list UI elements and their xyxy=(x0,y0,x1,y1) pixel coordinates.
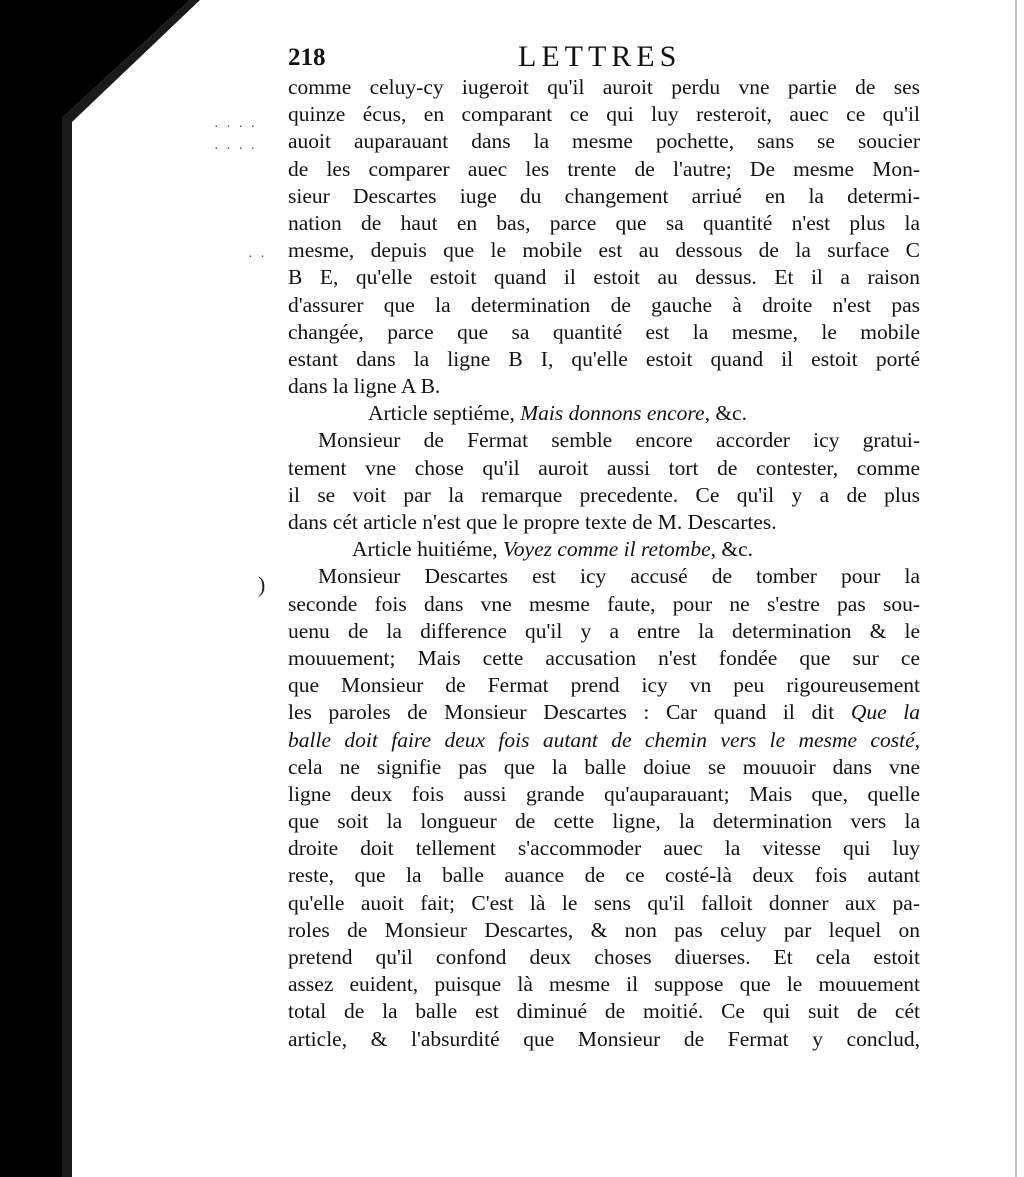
text-line: uenu de la difference qu'il y a entre la determination & le xyxy=(288,618,920,643)
text-line: ligne deux fois aussi grande qu'auparauant; Mais que, quelle xyxy=(288,781,920,806)
article-heading xyxy=(288,536,920,563)
text-line: assez euident, puisque là mesme il suppose que le mouuement xyxy=(288,972,920,997)
text-line: changée, parce que sa quantité est la mesme, le mobile xyxy=(288,319,920,344)
text-line: sieur Descartes iuge du changement arriué en la determi- xyxy=(288,183,920,208)
text-line: que soit la longueur de cette ligne, la determination vers la xyxy=(288,809,920,834)
text-line: pretend qu'il confond deux choses diuerses. Et cela estoit xyxy=(288,945,920,969)
text-line: Monsieur de Fermat semble encore accorder icy gratui- xyxy=(318,428,920,453)
running-title: LETTRES xyxy=(518,40,682,73)
article-heading xyxy=(288,400,920,427)
text-line: droite doit tellement s'accommoder auec la vitesse qui luy xyxy=(288,836,920,861)
text-span: les paroles de Monsieur Descartes : Car quand il dit xyxy=(288,700,835,725)
margin-mark: · · · · xyxy=(214,142,258,157)
text-line: de les comparer auec les trente de l'autre; De mesme Mon- xyxy=(288,156,920,181)
text-line xyxy=(288,699,920,726)
article-tail: , &c. xyxy=(704,401,747,426)
margin-mark: ) xyxy=(258,572,268,597)
page-number: 218 xyxy=(288,44,326,71)
text-line: d'assurer que la determination de gauche à droite n'est pas xyxy=(288,292,920,317)
page-header xyxy=(288,40,748,74)
text-line: cela ne signifie pas que la balle doiue se mouuoir dans vne xyxy=(288,754,920,779)
text-line: estant dans la ligne B I, qu'elle estoit quand il estoit porté xyxy=(288,346,920,371)
text-line: reste, que la balle auance de ce costé-là deux fois autant xyxy=(288,863,920,888)
article-label: Article huitiéme, xyxy=(352,537,498,562)
article-quote: Mais donnons encore xyxy=(520,401,705,426)
text-line: il se voit par la remarque precedente. Ce qu'il y a de plus xyxy=(288,482,920,507)
text-line: article, & l'absurdité que Monsieur de Fermat y conclud, xyxy=(288,1026,920,1051)
margin-mark: · · xyxy=(248,250,267,265)
text-line: total de la balle est diminué de moitié. Ce qui suit de cét xyxy=(288,999,920,1024)
text-line: qu'elle auoit fait; C'est là le sens qu'il falloit donner aux pa- xyxy=(288,890,920,915)
body-text xyxy=(288,74,920,1053)
text-line: dans cét article n'est que le propre texte de M. Descartes. xyxy=(288,510,777,534)
article-label: Article septiéme, xyxy=(368,401,515,426)
text-line: comme celuy-cy iugeroit qu'il auroit perdu vne partie de ses xyxy=(288,75,920,99)
article-quote: Voyez comme il retombe xyxy=(503,537,711,562)
text-line: tement vne chose qu'il auroit aussi tort de contester, comme xyxy=(288,455,920,480)
quote-line: balle doit faire deux fois autant de chemin vers le mesme costé, xyxy=(288,727,920,752)
text-line: auoit auparauant dans la mesme pochette, sans se soucier xyxy=(288,129,920,154)
text-line: roles de Monsieur Descartes, & non pas celuy par lequel on xyxy=(288,917,920,942)
text-line: que Monsieur de Fermat prend icy vn peu rigoureusement xyxy=(288,673,920,698)
text-line: mouuement; Mais cette accusation n'est fondée que sur ce xyxy=(288,645,920,670)
text-line: B E, qu'elle estoit quand il estoit au dessus. Et il a raison xyxy=(288,265,920,290)
article-tail: , &c. xyxy=(710,537,754,562)
text-line: Monsieur Descartes est icy accusé de tomber pour la xyxy=(318,564,920,589)
text-line: dans la ligne A B. xyxy=(288,374,441,399)
text-line: nation de haut en bas, parce que sa quantité n'est plus la xyxy=(288,210,920,235)
margin-mark: · · · · xyxy=(214,120,258,135)
text-line: mesme, depuis que le mobile est au dessous de la surface C xyxy=(288,238,920,263)
text-line: seconde fois dans vne mesme faute, pour ne s'estre pas sou- xyxy=(288,591,920,616)
quote-span: Que la xyxy=(850,700,920,725)
text-line: quinze écus, en comparant ce qui luy resteroit, auec ce qu'il xyxy=(288,102,920,127)
